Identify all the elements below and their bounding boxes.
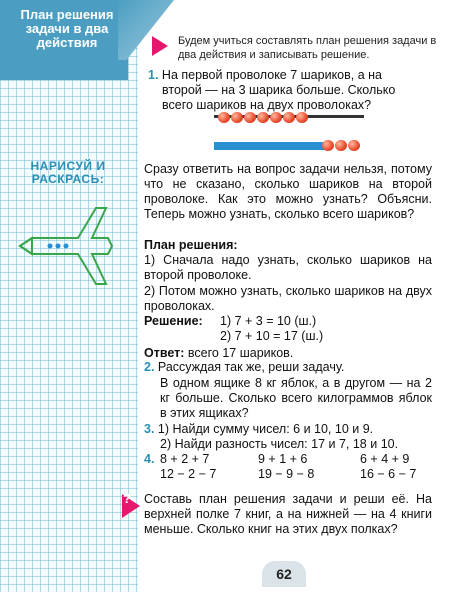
airplane-icon: [18, 206, 114, 286]
solution-step-2: 2) 7 + 10 = 17 (ш.): [220, 329, 324, 343]
top-bead: [244, 112, 256, 123]
intro-marker: [152, 36, 168, 56]
problem3-line2: 2) Найди разность чисел: 17 и 7, 18 и 10.: [160, 437, 399, 451]
page-number: 62: [262, 561, 306, 587]
problem2-line1: 2. Рассуждая так же, реши задачу.: [144, 360, 345, 374]
top-bead: [283, 112, 295, 123]
problem4-number: 4.: [144, 452, 155, 466]
expression: 8 + 2 + 7: [160, 452, 210, 466]
expression: 16 − 6 − 7: [360, 467, 417, 481]
problem5-text: Составь план решения задачи и реши её. На верхней полке 7 книг, а на нижней — на 4 книги меньше. Сколько книг на этих двух полках?: [144, 492, 432, 536]
lesson-title-box: [0, 0, 128, 80]
solution-label: Решение:: [144, 314, 203, 328]
top-bead: [270, 112, 282, 123]
problem1-line3: всего шариков на двух проволоках?: [162, 98, 372, 112]
expression: 12 − 2 − 7: [160, 467, 217, 481]
top-bead: [296, 112, 308, 123]
solution-step-1: 1) 7 + 3 = 10 (ш.): [220, 314, 317, 328]
top-bead: [231, 112, 243, 123]
bottom-bead: [322, 140, 334, 151]
answer-line: Ответ: всего 17 шариков.: [144, 346, 294, 360]
plan-title: План решения:: [144, 238, 238, 252]
bottom-wire-bar: [214, 142, 326, 150]
question-marker-symbol: ?: [123, 491, 131, 506]
bottom-bead: [348, 140, 360, 151]
draw-and-color-title: НАРИСУЙ И РАСКРАСЬ:: [30, 159, 106, 186]
beads-diagram: [214, 112, 374, 150]
plan-step-1: 1) Сначала надо узнать, сколько шариков на второй проволоке.: [144, 253, 432, 282]
problem2-text: В одном ящике 8 кг яблок, а в другом — на 2 кг больше. Сколько всего килограммов яблок в этих ящиках?: [160, 376, 432, 420]
expression: 19 − 9 − 8: [258, 467, 315, 481]
bottom-bead: [335, 140, 347, 151]
plan-step-2: 2) Потом можно узнать, сколько шариков на двух проволоках.: [144, 284, 432, 313]
expression: 6 + 4 + 9: [360, 452, 410, 466]
top-bead: [257, 112, 269, 123]
problem1-line2: второй — на 3 шарика больше. Сколько: [162, 83, 396, 97]
top-bead: [218, 112, 230, 123]
grid-sidebar: [0, 0, 138, 592]
expression: 9 + 1 + 6: [258, 452, 308, 466]
problem1-line1: 1. На первой проволоке 7 шариков, а на: [148, 68, 382, 82]
intro-text: Будем учиться составлять план решения задачи в два действия и записывать решение.: [178, 35, 437, 61]
lesson-title: План решения задачи в два действия: [20, 7, 114, 50]
problem1-explain: Сразу ответить на вопрос задачи нельзя, потому что не сказано, сколько шариков на второй проволоке. Как это можно узнать? Объясни. Теперь можно узнать, сколько всего шариков?: [144, 162, 432, 221]
page-content: [138, 0, 455, 592]
problem3-line1: 3. 1) Найди сумму чисел: 6 и 10, 10 и 9.: [144, 422, 374, 436]
